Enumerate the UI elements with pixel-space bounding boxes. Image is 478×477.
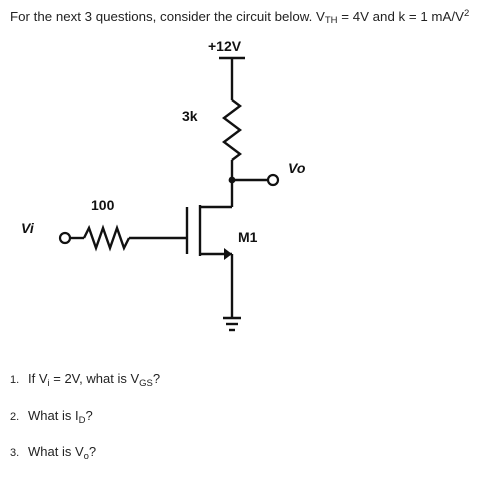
- gate-resistor: [84, 228, 129, 248]
- output-terminal: [268, 175, 278, 185]
- gate-resistor-label: 100: [91, 197, 115, 213]
- intro-vth-value: = 4V and k = 1 mA/V: [337, 9, 464, 24]
- vth-subscript: TH: [324, 15, 338, 26]
- question-3-number: 3.: [10, 447, 20, 459]
- output-label: Vo: [288, 160, 306, 176]
- question-3-sub: o: [83, 451, 89, 462]
- question-3: [10, 444, 96, 461]
- k-unit-superscript: 2: [463, 8, 470, 19]
- question-1-sub2: GS: [139, 378, 153, 389]
- supply-label: +12V: [208, 38, 242, 54]
- question-1-sub: i: [47, 378, 50, 389]
- input-terminal: [60, 233, 70, 243]
- question-3-post: ?: [88, 444, 97, 459]
- question-2-number: 2.: [10, 411, 20, 423]
- question-2-post: ?: [85, 408, 93, 423]
- question-1-number: 1.: [10, 374, 20, 386]
- question-2: [10, 408, 93, 425]
- question-1-mid: = 2V, what is V: [49, 371, 140, 386]
- question-1-pre: If V: [28, 371, 48, 386]
- question-1-post: ?: [152, 371, 161, 386]
- question-2-sub: D: [78, 415, 86, 426]
- drain-node-dot: [229, 177, 236, 184]
- question-3-pre: What is V: [28, 444, 84, 459]
- drain-resistor: [224, 100, 240, 160]
- drain-resistor-label: 3k: [182, 108, 198, 124]
- input-label: Vi: [21, 220, 34, 236]
- question-2-pre: What is I: [28, 408, 79, 423]
- question-1: [10, 371, 160, 388]
- transistor-label: M1: [238, 229, 258, 245]
- intro-prefix: For the next 3 questions, consider the circuit below. V: [10, 9, 325, 24]
